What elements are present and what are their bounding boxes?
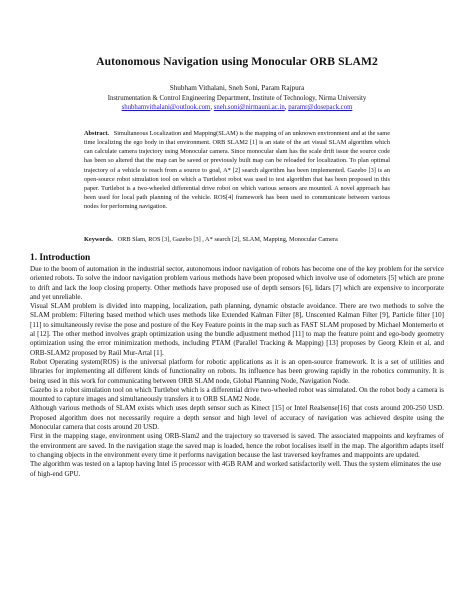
- affiliation: Instrumentation & Control Engineering Department, Institute of Technology, Nirma University: [107, 95, 367, 102]
- abstract-text: Simultaneous Localization and Mapping(SLAM) is the mapping of an unknown environment and at the same time localizing the ego body in that environment. ORB SLAM2 [1] is an state of the art visual SLAM algorithm which can calculate camera trajectory using Monocular camera. Since monocular slam has the scale drift issue the source code has been so altered that the map can be saved or previously built map can be reloaded for localization. To plan optimal trajectory of a vehicle to reach from a source to goal, A* [2] search algorithm has been implemented. Gazebo [3] is an open-source robot simulation tool on which a Turtlebot robot was used to test algorithm that has been proposed in this paper. Turtlebot is a two-wheeled differential drive robot on which various sensors are mounted. A novel approach has been used for local path planning of the vehicle. ROS[4] framework has been used to communicate between various nodes for performing navigation.: [84, 130, 390, 211]
- paragraph: Visual SLAM problem is divided into mapping, localization, path planning, dynamic obstacle avoidance. There are two methods to solve the SLAM problem: Filtering based method which uses methods like Extended Kalman Filter [8], Unscented Kalman Filter [9], Particle filter [10] [11] to simultaneously revise the pose and posture of the Key Feature points in the map such as FAST SLAM proposed by Michael Montemerlo et al [12]. The other method involves graph optimization using the bundle adjustment method [11] to map the feature point and ego-body geometry optimization using the error minimization methods, including PTAM (Parallel Tracking & Mapping) [13] proposes by Georg Klein et al, and ORB-SLAM2 proposed by Raúl Mur-Artal [1].: [30, 302, 444, 357]
- keywords-label: Keywords.: [84, 236, 113, 243]
- paper-title: Autonomous Navigation using Monocular ORB SLAM2: [96, 55, 378, 68]
- email-link-2[interactable]: sneh.soni@nirmauni.ac.in: [213, 104, 285, 111]
- section-heading: 1. Introduction: [30, 253, 91, 263]
- keywords: [84, 235, 390, 244]
- paragraph: First in the mapping stage, environment using ORB-Slam2 and the trajectory so traversed is saved. The associated mappoints and keyframes of the environment are saved. In the navigation stage the saved map is loaded, hence the robot localises itself in the map. The algorithm adapts itself to changing objects in the environment every time it performs navigation because the last traversed keyframes and mappoints are updated.: [30, 432, 444, 459]
- author-emails: shubhamvithalani@outlook.com, sneh.soni@nirmauni.ac.in, paramr@dosepack.com: [121, 104, 353, 111]
- keywords-text: ORB Slam, ROS [3], Gazebo [3] , A* search [2], SLAM, Mapping, Monocular Camera: [117, 236, 338, 243]
- email-link-1[interactable]: shubhamvithalani@outlook.com: [121, 104, 211, 111]
- author-list: Shubham Vithalani, Sneh Soni, Param Rajpura: [169, 84, 305, 92]
- abstract: [84, 129, 390, 211]
- paragraph: Gazebo is a robot simulation tool on which Turtlebot which is a differential drive two-wheeled robot was simulated. On the robot body a camera is mounted to capture images and simultaneously transfers it to ORB SLAM2 Node.: [30, 385, 444, 404]
- abstract-label: Abstract.: [84, 130, 110, 137]
- email-link-3[interactable]: paramr@dosepack.com: [288, 104, 353, 111]
- paragraph: Although various methods of SLAM exists which uses depth sensor such as Kinect [15] or Intel Realsense[16] that costs around 200-250 USD. Proposed algorithm does not necessarily require a depth sensor and high level of accuracy of navigation was achieved despite using the Monocular camera that costs around 20 USD.: [30, 404, 444, 432]
- paragraph: Due to the boom of automation in the industrial sector, autonomous indoor navigation of robots has become one of the key problem for the service oriented robots. To solve the indoor navigation problem various methods have been proposed which involve use of odometers [5] which are prone to drift and lack the loop closing property. Other methods have proposed use of depth sensors [6], lidars [7] which are expensive to incorporate and yet unreliable.: [30, 265, 444, 301]
- paragraph: The algorithm was tested on a laptop having Intel i5 processor with 4GB RAM and worked satisfactorily well. Thus the system eliminates the use of high-end GPU.: [30, 460, 442, 478]
- introduction-body: [30, 265, 444, 479]
- paragraph: Robot Operating system(ROS) is the universal platform for robotic applications as it is an open-source framework. It is a set of utilities and libraries for implementing all different kinds of functionality on robots. Its influence has been growing rapidly in the robotics community. It is being used in this work for communicating between ORB SLAM node, Global Planning Node, Navigation Node.: [30, 357, 444, 385]
